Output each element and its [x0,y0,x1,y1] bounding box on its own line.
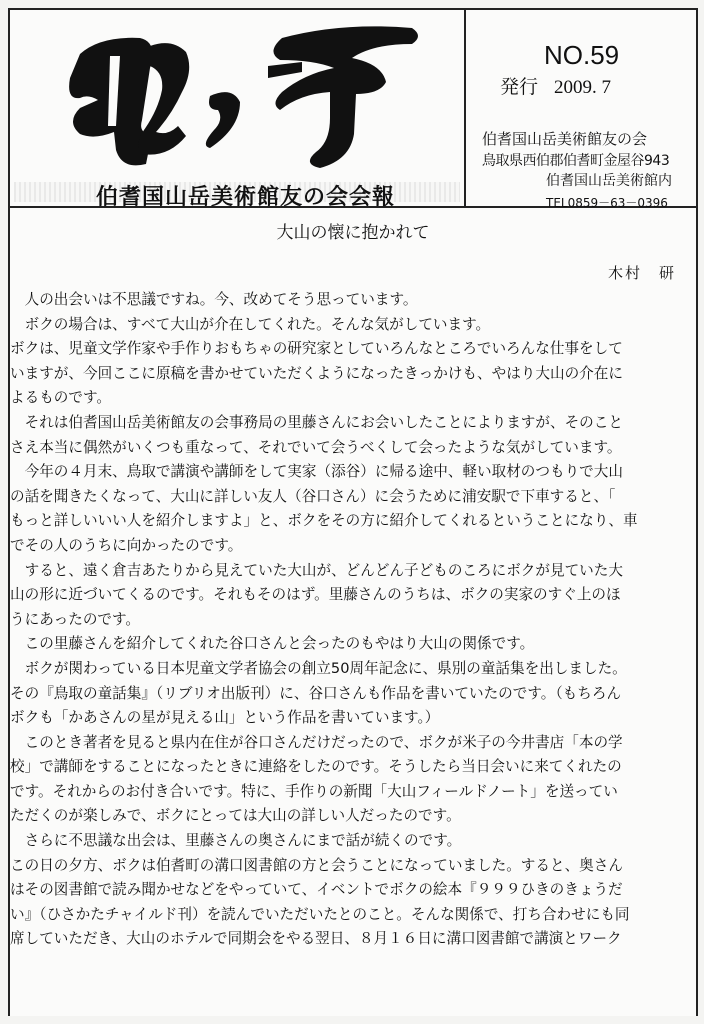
article-line: 校」で講師をすることになったときに連絡をしたのです。そうしたら当日会いに来てくれたの [10,758,622,776]
article-line: ボクの場合は、すべて大山が介在してくれた。そんな気がしています。 [10,315,491,333]
newsletter-subtitle: 伯耆国山岳美術館友の会会報 [96,185,396,210]
article [8,208,698,1016]
article-line: それは伯耆国山岳美術館友の会事務局の里藤さんにお会いしたことによりますが、そのこと [10,413,623,431]
article-line: よるものです。 [10,389,111,407]
article-line: すると、遠く倉吉あたりから見えていた大山が、どんどん子どものころにボクが見ていた大 [10,561,623,579]
article-line: 席していただき、大山のホテルで同期会をやる翌日、８月１６日に溝口図書館で講演とワーク [10,930,622,948]
article-line: ボクも「かあさんの星が見える山」という作品を書いています。） [10,709,440,727]
article-line: さえ本当に偶然がいくつも重なって、それでいて会うべくして会ったような気がしています。 [10,438,622,456]
article-line: ボクが関わっている日本児童文学者協会の創立50周年記念に、県別の童話集を出しました。 [10,659,627,677]
published-date: 2009. 7 [554,77,612,98]
article-line: 今年の４月末、鳥取で講演や講師をして実家（添谷）に帰る途中、軽い取材のつもりで大山 [10,463,623,481]
telephone: TEL0859－63－0396 [546,196,668,210]
newsletter-header [8,8,698,208]
article-line: ただくのが楽しみで、ボクにとっては大山の詳しい人だったのです。 [10,807,461,825]
address-line-1: 鳥取県西伯郡伯耆町金屋谷943 [482,153,670,169]
article-line: の話を聞きたくなって、大山に詳しい友人（谷口さん）に会うために浦安駅で下車すると、「 [10,487,616,505]
published-label: 発行 [500,76,539,98]
article-line: さらに不思議な出会は、里藤さんの奥さんにまで話が続くのです。 [10,832,462,850]
masthead [10,10,466,210]
article-line: うにあったのです。 [10,610,141,628]
article-line: いますが、今回ここに原稿を書かせていただくようになったきっかけも、やはり大山の介在に [10,364,623,382]
article-line: この里藤さんを紹介してくれた谷口さんと会ったのもやはり大山の関係です。 [10,635,535,653]
article-line: もっと詳しいいい人を紹介しますよ」と、ボクをその方に紹介してくれるということになり、車 [10,512,638,530]
article-line: 山の形に近づいてくるのです。それもそのはず。里藤さんのうちは、ボクの実家のすぐ上のほ [10,586,621,604]
newsletter-page [8,8,698,1016]
article-body [10,288,696,952]
calligraphy-logo [50,16,450,176]
article-line: 人の出会いは不思議ですね。今、改めてそう思っています。 [10,291,418,308]
article-author: 木村 研 [607,264,676,282]
issue-number: NO.59 [544,40,620,70]
article-line: ボクは、児童文学作家や手作りおもちゃの研究家としていろんなところでいろんな仕事をして [10,340,623,358]
article-line: です。それからのお付き合いです。特に、手作りの新聞「大山フィールドノート」を送ってい [10,782,618,800]
article-line: はその図書館で読み聞かせなどをやっていて、イベントでボクの絵本『９９９ひきのきょうだ [10,881,623,899]
address-line-2: 伯耆国山岳美術館内 [546,173,672,189]
publication-info [500,72,611,99]
article-line: でその人のうちに向かったのです。 [10,536,243,554]
article-line: このとき著者を見ると県内在住が谷口さんだけだったので、ボクが米子の今井書店「本の学 [10,733,623,751]
article-line: この日の夕方、ボクは伯耆町の溝口図書館の方と会うことになっていました。すると、奥さん [10,856,623,874]
organization-name: 伯耆国山岳美術館友の会 [482,130,648,148]
article-line: その『鳥取の童話集』（リブリオ出版刊）に、谷口さんも作品を書いていたのです。（もちろん [10,684,622,702]
article-title: 大山の懐に抱かれて [276,223,430,243]
article-line: い』（ひさかたチャイルド刊）を読んでいただいたとのこと。そんな関係で、打ち合わせにも同 [10,905,630,923]
